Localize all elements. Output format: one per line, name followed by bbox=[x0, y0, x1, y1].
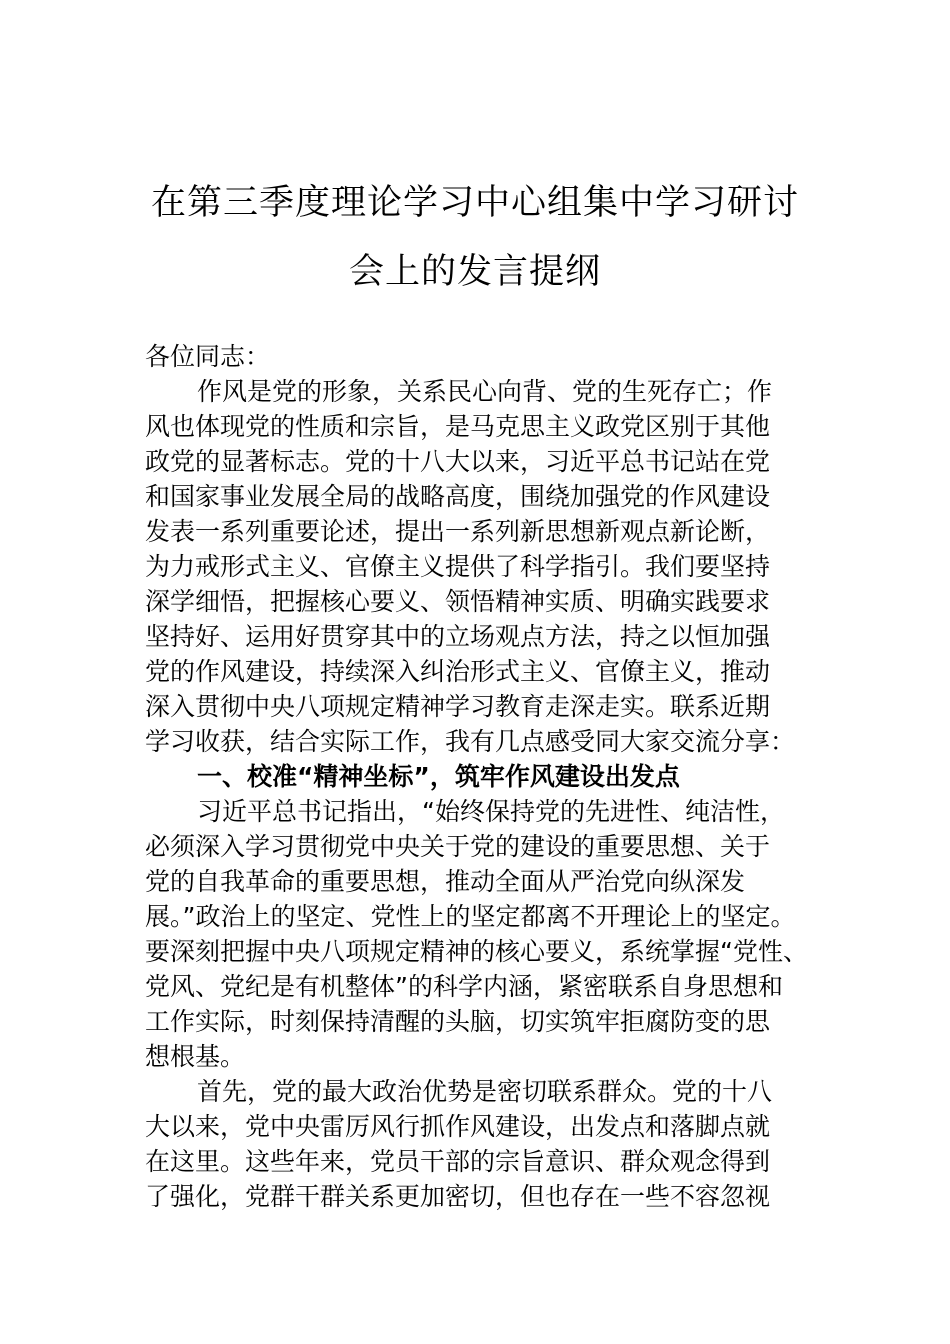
paragraph-2-line-5: 要深刻把握中央八项规定精神的核心要义，系统掌握“党性、 bbox=[145, 937, 808, 966]
paragraph-3-line-1: 首先，党的最大政治优势是密切联系群众。党的十八 bbox=[197, 1077, 773, 1106]
paragraph-1-line-6: 为力戒形式主义、官僚主义提供了科学指引。我们要坚持 bbox=[145, 552, 771, 581]
paragraph-1-line-11: 学习收获，结合实际工作，我有几点感受同大家交流分享： bbox=[145, 727, 796, 756]
paragraph-1-line-7: 深学细悟，把握核心要义、领悟精神实质、明确实践要求 bbox=[145, 587, 771, 616]
paragraph-1-line-4: 和国家事业发展全局的战略高度，围绕加强党的作风建设 bbox=[145, 482, 771, 511]
paragraph-1-line-1: 作风是党的形象，关系民心向背、党的生死存亡；作 bbox=[197, 377, 773, 406]
paragraph-2-line-2: 必须深入学习贯彻党中央关于党的建设的重要思想、关于 bbox=[145, 832, 771, 861]
document-body bbox=[145, 339, 809, 1214]
paragraph-3-line-4: 了强化，党群干群关系更加密切，但也存在一些不容忽视 bbox=[145, 1182, 771, 1211]
document-title-line-2: 会上的发言提纲 bbox=[348, 252, 601, 292]
paragraph-2-line-3: 党的自我革命的重要思想，推动全面从严治党向纵深发 bbox=[145, 867, 746, 896]
paragraph-1-line-3: 政党的显著标志。党的十八大以来，习近平总书记站在党 bbox=[145, 447, 771, 476]
document-title-line-1: 在第三季度理论学习中心组集中学习研讨 bbox=[150, 183, 799, 223]
paragraph-3-line-2: 大以来，党中央雷厉风行抓作风建设，出发点和落脚点就 bbox=[145, 1112, 771, 1141]
paragraph-2-line-6: 党风、党纪是有机整体”的科学内涵，紧密联系自身思想和 bbox=[145, 972, 783, 1001]
section-heading-1: 一、校准“精神坐标”，筑牢作风建设出发点 bbox=[197, 762, 680, 791]
paragraph-1-line-2: 风也体现党的性质和宗旨，是马克思主义政党区别于其他 bbox=[145, 412, 771, 441]
paragraph-2-line-4: 展。”政治上的坚定、党性上的坚定都离不开理论上的坚定。 bbox=[145, 902, 796, 931]
paragraph-1-line-8: 坚持好、运用好贯穿其中的立场观点方法，持之以恒加强 bbox=[145, 622, 771, 651]
paragraph-1-line-5: 发表一系列重要论述，提出一系列新思想新观点新论断， bbox=[145, 517, 771, 546]
salutation: 各位同志： bbox=[145, 342, 271, 371]
paragraph-2-line-1: 习近平总书记指出，“始终保持党的先进性、纯洁性， bbox=[197, 797, 785, 826]
paragraph-1-line-10: 深入贯彻中央八项规定精神学习教育走深走实。联系近期 bbox=[145, 692, 771, 721]
paragraph-3-line-3: 在这里。这些年来，党员干部的宗旨意识、群众观念得到 bbox=[145, 1147, 771, 1176]
paragraph-2-line-8: 想根基。 bbox=[145, 1042, 246, 1071]
paragraph-2-line-7: 工作实际，时刻保持清醒的头脑，切实筑牢拒腐防变的思 bbox=[145, 1007, 771, 1036]
paragraph-1-line-9: 党的作风建设，持续深入纠治形式主义、官僚主义，推动 bbox=[145, 657, 771, 686]
